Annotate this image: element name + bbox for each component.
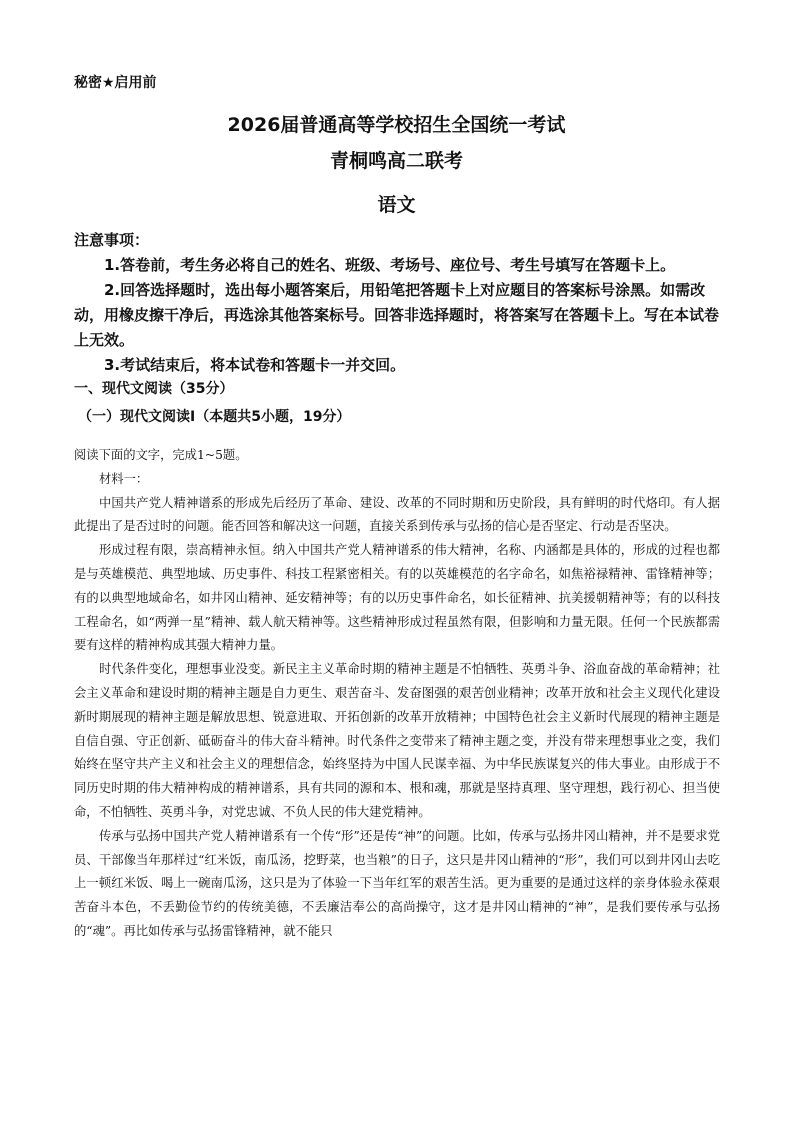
note-item-2: 2.回答选择题时，选出每小题答案后，用铅笔把答题卡上对应题目的答案标号涂黑。如需改动，用橡皮擦干净后，再选涂其他答案标号。回答非选择题时，将答案写在答题卡上。写在本试卷上无效。: [74, 281, 720, 349]
reading-paragraph-3: 时代条件变化，理想事业没变。新民主主义革命时期的精神主题是不怕牺牲、英勇斗争、浴血奋战的革命精神；社会主义革命和建设时期的精神主题是自力更生、艰苦奋斗、发奋图强的艰苦创业精神；改革开放和社会主义现代化建设新时期展现的精神主题是解放思想、锐意进取、开拓创新的改革开放精神；中国特色社会主义新时代展现的精神主题是自信自强、守正创新、砥砺奋斗的伟大奋斗精神。时代条件之变带来了精神主题之变，并没有带来理想事业之变，我们始终在坚守共产主义和社会主义的理想信念，始终坚持为中国人民谋幸福、为中华民族谋复兴的伟大事业。由形成于不同历史时期的伟大精神构成的精神谱系，具有共同的源和本、根和魂，那就是坚持真理、坚守理想，践行初心、担当使命，不怕牺牲、英勇斗争，对党忠诚、不负人民的伟大建党精神。: [74, 662, 720, 819]
reading-paragraph-4: 传承与弘扬中国共产党人精神谱系有一个传“形”还是传“神”的问题。比如，传承与弘扬井冈山精神，并不是要求党员、干部像当年那样过“红米饭，南瓜汤，挖野菜，也当粮”的日子，这只是井冈山精神的“形”，我们可以到井冈山去吃上一顿红米饭、喝上一碗南瓜汤，这只是为了体验一下当年红军的艰苦生活。更为重要的是通过这样的亲身体验永葆艰苦奋斗本色，不丢勤俭节约的传统美德，不丢廉洁奉公的高尚操守，这才是井冈山精神的“神”，是我们要传承与弘扬的“魂”。再比如传承与弘扬雷锋精神，就不能只: [74, 828, 720, 938]
subject-title: 语文: [377, 194, 416, 216]
material-label: 材料一：: [99, 471, 149, 486]
note-item-3: 3.考试结束后，将本试卷和答题卡一并交回。: [104, 356, 406, 374]
reading-instruction: 阅读下面的文字，完成1~5题。: [74, 448, 248, 462]
reading-paragraph-1: 中国共产党人精神谱系的形成先后经历了革命、建设、改革的不同时期和历史阶段，具有鲜明的时代烙印。有人据此提出了是否过时的问题。能否回答和解决这一问题，直接关系到传承与弘扬的信心是否坚定、行动是否坚决。: [74, 495, 720, 534]
reading-paragraph-2: 形成过程有限，崇高精神永恒。纳入中国共产党人精神谱系的伟大精神，名称、内涵都是具体的，形成的过程也都是与英雄模范、典型地域、历史事件、科技工程紧密相关。有的以英雄模范的名字命名，如焦裕禄精神、雷锋精神等；有的以典型地域命名，如井冈山精神、延安精神等；有的以历史事件命名，如长征精神、抗美援朝精神等；有的以科技工程命名，如“两弹一星”精神、载人航天精神等。这些精神形成过程虽然有限，但影响和力量无限。任何一个民族都需要有这样的精神构成其强大精神力量。: [74, 543, 720, 653]
reading-body: [74, 444, 720, 944]
note-item-1: 1.答卷前，考生务必将自己的姓名、班级、考场号、座位号、考生号填写在答题卡上。: [104, 256, 676, 274]
exam-title: 2026届普通高等学校招生全国统一考试: [227, 114, 566, 136]
notes-section: [74, 228, 720, 378]
exam-subtitle: 青桐鸣高二联考: [329, 150, 463, 172]
notes-heading: 注意事项：: [74, 231, 150, 249]
section-heading-part1-1: （一）现代文阅读Ⅰ（本题共5小题，19分）: [78, 409, 351, 425]
secret-label: 秘密★启用前: [74, 75, 157, 91]
section-heading-part1: 一、现代文阅读（35分）: [74, 381, 234, 397]
